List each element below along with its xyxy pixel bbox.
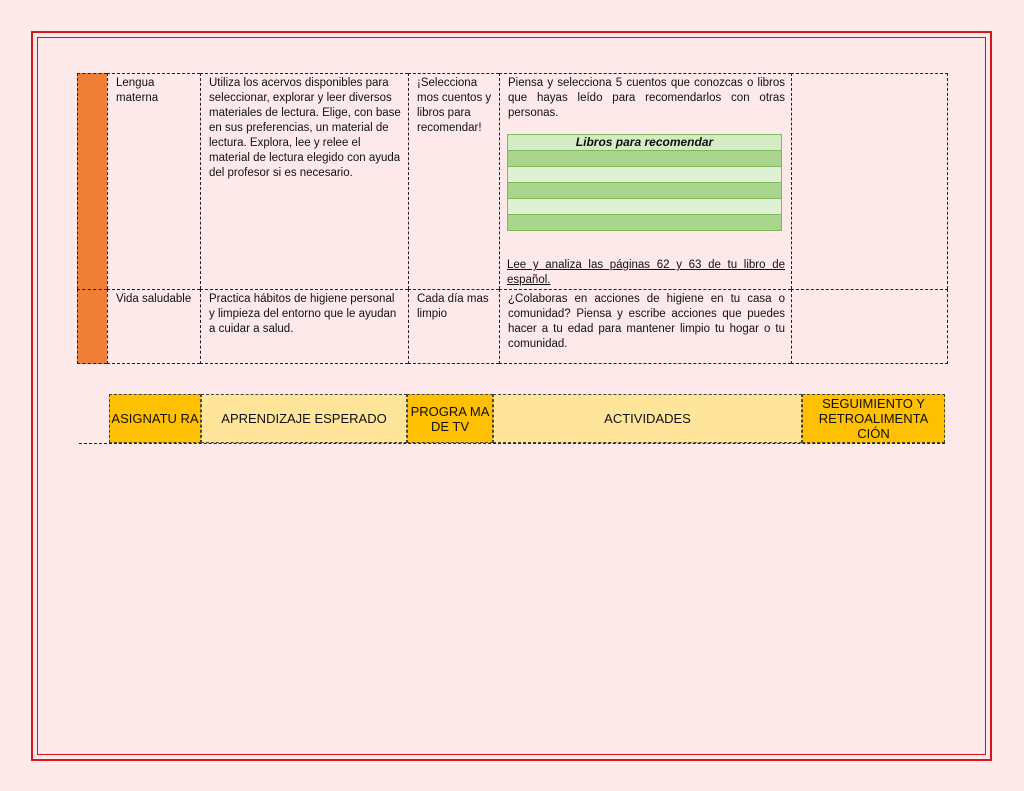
activity-footer: Lee y analiza las páginas 62 y 63 de tu libro de español. — [507, 259, 785, 286]
header-underline — [79, 443, 945, 444]
books-row-2[interactable] — [508, 167, 782, 183]
program-cell — [408, 289, 499, 364]
activity-text: ¿Colaboras en acciones de higiene en tu casa o comunidad? Piensa y escribe acciones que puedes hacer a tu edad para mantener limpio tu hogar o tu comunidad. — [508, 293, 785, 350]
row-marker-orange — [77, 73, 107, 289]
activity-text: Piensa y selecciona 5 cuentos que conozcas o libros que hayas leído para recomendarlos con otras personas. — [508, 77, 785, 119]
books-row-3[interactable] — [508, 183, 782, 199]
header-activities: ACTIVIDADES — [493, 394, 802, 443]
books-table — [507, 134, 782, 231]
header-subject: ASIGNATU RA — [109, 394, 201, 443]
header-learning: APRENDIZAJE ESPERADO — [201, 394, 407, 443]
header-program: PROGRA MA DE TV — [407, 394, 493, 443]
books-row-1[interactable] — [508, 151, 782, 167]
subject-cell — [107, 73, 200, 289]
learning-cell — [200, 73, 408, 289]
books-row-4[interactable] — [508, 199, 782, 215]
program-text: ¡Selecciona mos cuentos y libros para recomendar! — [417, 77, 492, 134]
learning-text: Utiliza los acervos disponibles para seleccionar, explorar y leer diversos materiales de lectura. Elige, con base en sus preferencias, un material de lectura. Explora, lee y relee el material de lectura elegido con ayuda del profesor si es necesario. — [209, 77, 401, 179]
subject-text: Vida saludable — [116, 293, 192, 305]
followup-cell — [791, 289, 948, 364]
subject-cell — [107, 289, 200, 364]
followup-cell — [791, 73, 948, 289]
program-cell — [408, 73, 499, 289]
header-followup: SEGUIMIENTO Y RETROALIMENTA CIÓN — [802, 394, 945, 443]
row-marker-orange — [77, 289, 107, 364]
learning-cell — [200, 289, 408, 364]
books-table-title: Libros para recomendar — [508, 135, 782, 151]
activity-cell — [499, 289, 791, 364]
learning-text: Practica hábitos de higiene personal y limpieza del entorno que le ayudan a cuidar a salud. — [209, 293, 397, 335]
program-text: Cada día mas limpio — [417, 293, 489, 320]
books-row-5[interactable] — [508, 215, 782, 231]
subject-text: Lengua materna — [116, 77, 159, 104]
